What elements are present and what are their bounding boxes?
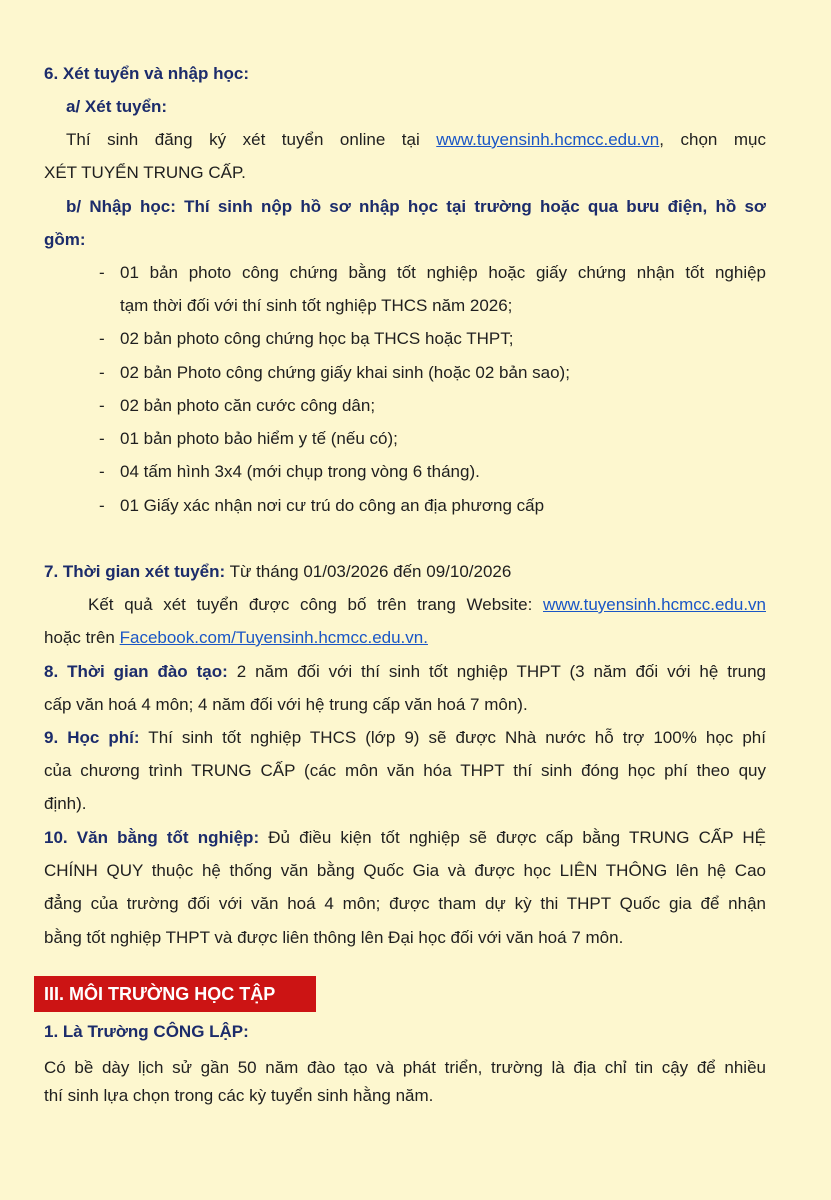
list-item: 02 bản photo công chứng học bạ THCS hoặc THPT; xyxy=(120,329,514,348)
section-6a-line2: XÉT TUYỂN TRUNG CẤP. xyxy=(44,163,246,182)
website-link[interactable]: www.tuyensinh.hcmcc.edu.vn xyxy=(543,595,766,614)
list-item: 01 Giấy xác nhận nơi cư trú do công an địa phương cấp xyxy=(120,496,545,515)
admission-link[interactable]: www.tuyensinh.hcmcc.edu.vn xyxy=(436,130,660,149)
section-iii-header: III. MÔI TRƯỜNG HỌC TẬP xyxy=(34,976,316,1012)
section-6a-title: a/ Xét tuyển: xyxy=(66,97,168,116)
section-9-text: Thí sinh tốt nghiệp THCS (lớp 9) sẽ được Nhà nước hỗ trợ 100% học phí xyxy=(139,728,766,747)
section-10-line1 xyxy=(44,821,766,854)
section-iii-line1: Có bề dày lịch sử gần 50 năm đào tạo và phát triển, trường là địa chỉ tin cậy để nhiều xyxy=(44,1058,766,1077)
section-8-label: 8. Thời gian đào tạo: xyxy=(44,662,228,681)
facebook-link[interactable]: Facebook.com/Tuyensinh.hcmcc.edu.vn. xyxy=(119,628,428,647)
section-7-line1 xyxy=(44,555,511,588)
bullet-dash: - xyxy=(99,363,105,382)
list-item: 02 bản Photo công chứng giấy khai sinh (hoặc 02 bản sao); xyxy=(120,363,570,382)
section-7-line2-text: Kết quả xét tuyển được công bố trên trang Website: xyxy=(88,595,543,614)
section-7-label: 7. Thời gian xét tuyển: xyxy=(44,562,226,581)
section-10-text: Đủ điều kiện tốt nghiệp sẽ được cấp bằng TRUNG CẤP HỆ xyxy=(259,828,766,847)
bullet-dash: - xyxy=(99,462,105,481)
list-item-continuation: tạm thời đối với thí sinh tốt nghiệp THCS năm 2026; xyxy=(120,296,513,315)
section-7-line3 xyxy=(44,621,428,654)
bullet-dash: - xyxy=(99,263,105,282)
section-8-line1 xyxy=(44,655,766,688)
section-10-line3: đẳng của trường đối với văn hoá 4 môn; được tham dự kỳ thi THPT Quốc gia để nhận xyxy=(44,894,766,913)
section-6-title: 6. Xét tuyển và nhập học: xyxy=(44,64,249,83)
section-iii-line2: thí sinh lựa chọn trong các kỳ tuyển sinh hằng năm. xyxy=(44,1086,434,1105)
section-9-line2: của chương trình TRUNG CẤP (các môn văn hóa THPT thí sinh đóng học phí theo quy xyxy=(44,761,766,780)
bullet-dash: - xyxy=(99,429,105,448)
bullet-dash: - xyxy=(99,329,105,348)
section-9-line3: định). xyxy=(44,794,87,813)
bullet-dash: - xyxy=(99,396,105,415)
list-item: 01 bản photo công chứng bằng tốt nghiệp hoặc giấy chứng nhận tốt nghiệp xyxy=(120,263,766,282)
section-6a-text-post: , chọn mục xyxy=(659,130,766,149)
section-6a-text: Thí sinh đăng ký xét tuyển online tại xyxy=(66,130,437,149)
section-10-line2: CHÍNH QUY thuộc hệ thống văn bằng Quốc Gia và được học LIÊN THÔNG lên hệ Cao xyxy=(44,861,766,880)
section-iii-subtitle: 1. Là Trường CÔNG LẬP: xyxy=(44,1022,249,1041)
list-item: 01 bản photo bảo hiểm y tế (nếu có); xyxy=(120,429,398,448)
section-9-label: 9. Học phí: xyxy=(44,728,140,747)
section-6b-line1: b/ Nhập học: Thí sinh nộp hồ sơ nhập học tại trường hoặc qua bưu điện, hồ sơ xyxy=(66,197,766,216)
section-6a-line1 xyxy=(66,123,766,156)
section-7-text: Từ tháng 01/03/2026 đến 09/10/2026 xyxy=(225,562,512,581)
bullet-dash: - xyxy=(99,496,105,515)
section-8-text: 2 năm đối với thí sinh tốt nghiệp THPT (3 năm đối với hệ trung xyxy=(227,662,766,681)
list-item: 02 bản photo căn cước công dân; xyxy=(120,396,376,415)
section-9-line1 xyxy=(44,721,766,754)
section-10-line4: bằng tốt nghiệp THPT và được liên thông lên Đại học đối với văn hoá 7 môn. xyxy=(44,928,624,947)
section-6b-line2: gồm: xyxy=(44,230,86,249)
section-7-line2 xyxy=(88,588,766,621)
list-item: 04 tấm hình 3x4 (mới chụp trong vòng 6 tháng). xyxy=(120,462,480,481)
section-8-line2: cấp văn hoá 4 môn; 4 năm đối với hệ trung cấp văn hoá 7 môn). xyxy=(44,695,528,714)
section-10-label: 10. Văn bằng tốt nghiệp: xyxy=(44,828,260,847)
section-7-line3-text: hoặc trên xyxy=(44,628,120,647)
